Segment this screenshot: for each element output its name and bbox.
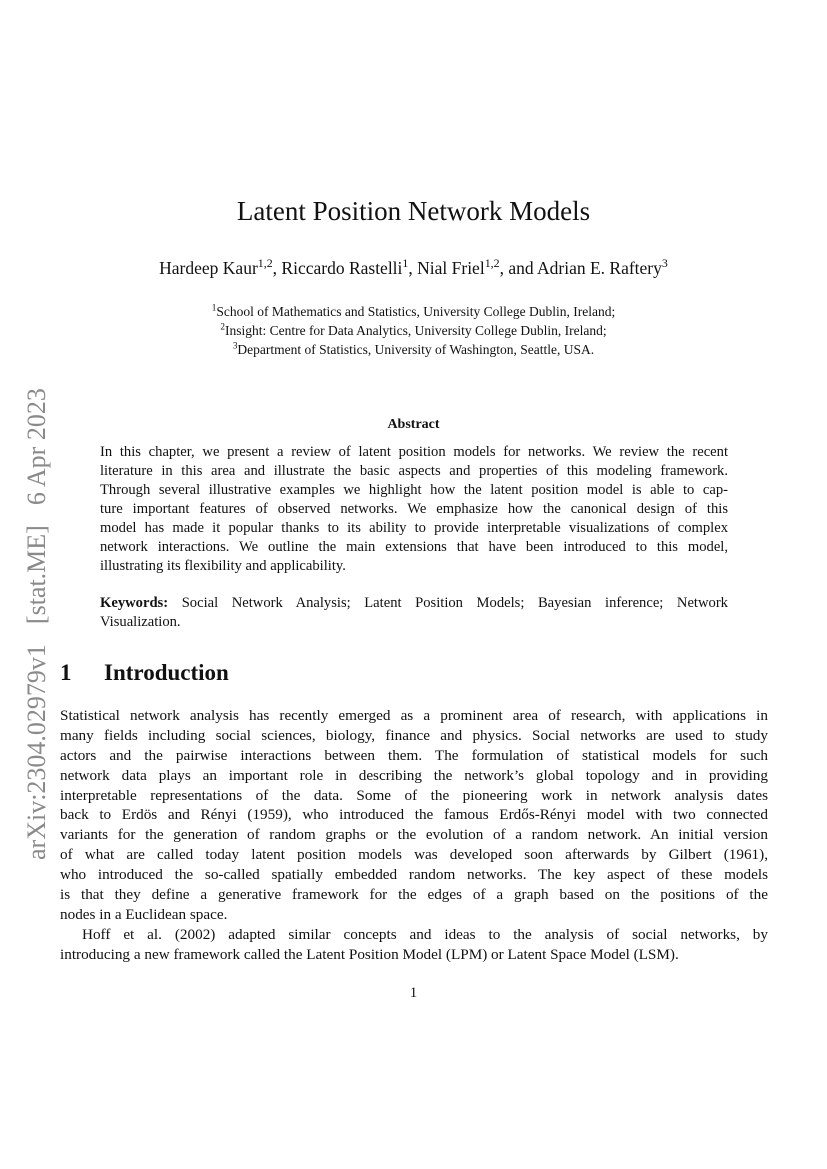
affiliation: $^3$Department of Statistics, University of Washington, Seattle, USA. <box>232 340 595 357</box>
paper-title: Latent Position Network Models <box>236 196 591 226</box>
section-heading: 1 Introduction <box>60 660 229 685</box>
text-line: who introduced the so-called spatially embedded random networks. The key aspect of these models <box>60 866 768 884</box>
text-line: illustrating its flexibility and applicability. <box>100 558 346 574</box>
author: Adrian E. Raftery$^3$ <box>537 256 668 278</box>
text-line: Hoff et al. (2002) adapted similar concepts and ideas to the analysis of social networks, by <box>82 925 768 943</box>
keywords: Keywords: Social Network Analysis; Latent Position Models; Bayesian inference; Network Visualization. <box>100 595 728 630</box>
text-line: Statistical network analysis has recently emerged as a prominent area of research, with applications in <box>60 707 768 724</box>
text-line: In this chapter, we present a review of latent position models for networks. We review the recent <box>100 444 728 460</box>
author: Hardeep Kaur$^{1,2}$, <box>159 256 282 278</box>
text-line: variants for the generation of random graphs or the evolution of a random network. An initial version <box>60 826 768 844</box>
text-line: many fields including social sciences, biology, finance and physics. Social networks are used to study <box>60 726 768 744</box>
text-line: literature in this area and illustrate the basic aspects and properties of this modeling framework. <box>100 463 728 479</box>
author-list <box>0 258 827 279</box>
arxiv-date: 6 Apr 2023 <box>22 388 51 506</box>
text-line: nodes in a Euclidean space. <box>60 905 228 923</box>
affiliation: $^1$School of Mathematics and Statistics, University College Dublin, Ireland; <box>211 302 616 319</box>
text-line: network interactions. We outline the main extensions that have been introduced to this model, <box>100 539 728 555</box>
text-line: back to Erdös and Rényi (1959), who introduced the famous Erdős-Rényi model with two connected <box>60 806 768 824</box>
text-line: of what are called today latent position models was developed soon afterwards by Gilbert (1961), <box>60 846 768 864</box>
intro-body <box>60 706 768 965</box>
abstract-heading: Abstract <box>387 417 440 432</box>
arxiv-category: [stat.ME] <box>22 525 51 625</box>
text-line: model has made it popular thanks to its ability to provide interpretable visualizations of complex <box>100 520 728 536</box>
page-number: 1 <box>409 985 418 1001</box>
text-line: Through several illustrative examples we highlight how the latent position model is able to cap- <box>100 482 728 498</box>
author: Nial Friel$^{1,2}$, and <box>417 256 537 278</box>
text-line: introducing a new framework called the Latent Position Model (LPM) or Latent Space Model (LSM). <box>60 945 679 963</box>
text-line: interpretable representations of the data. Some of the pioneering work in network analysis dates <box>60 786 768 804</box>
arxiv-id: arXiv:2304.02979v1 <box>22 644 51 860</box>
author: Riccardo Rastelli$^1$, <box>281 256 418 278</box>
text-line: ture important features of observed networks. We emphasize how the canonical design of this <box>100 501 728 517</box>
arxiv-stamp <box>22 360 52 860</box>
affiliations <box>0 302 827 359</box>
abstract-body <box>100 443 728 576</box>
text-line: is that they define a generative framework for the edges of a graph based on the positions of the <box>60 886 768 904</box>
affiliation: $^2$Insight: Centre for Data Analytics, University College Dublin, Ireland; <box>220 321 607 338</box>
keywords-label: Keywords: <box>100 595 169 611</box>
text-line: network data plays an important role in describing the network’s global topology and in providing <box>60 766 768 784</box>
text-line: actors and the pairwise interactions between them. The formulation of statistical models for such <box>60 746 768 764</box>
